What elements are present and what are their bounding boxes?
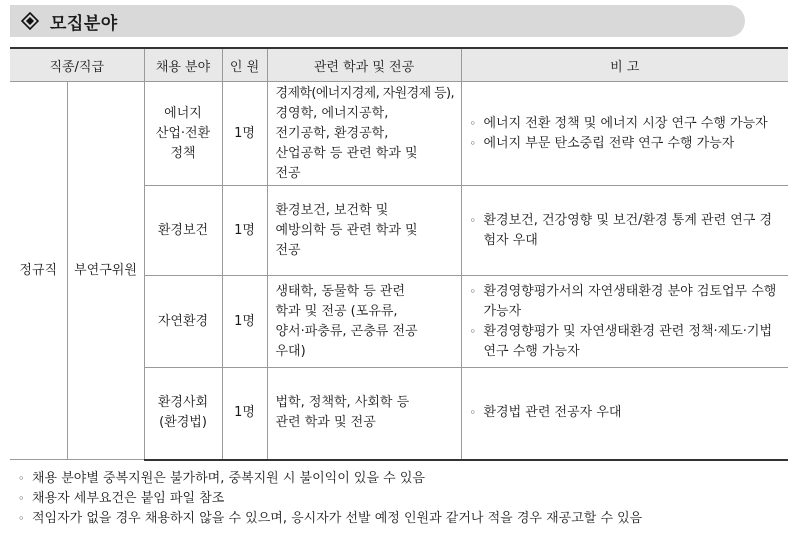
notes-cell bbox=[461, 276, 788, 368]
bullet-icon: ◦ bbox=[18, 512, 25, 525]
majors-cell: 환경보건, 보건학 및 예방의학 등 관련 학과 및 전공 bbox=[267, 186, 461, 276]
note-item: ◦ 환경영향평가서의 자연생태환경 분야 검토업무 수행 가능자 bbox=[470, 282, 783, 322]
footnote-item: ◦ 채용자 세부요건은 붙임 파일 참조 bbox=[18, 489, 642, 509]
header-notes: 비 고 bbox=[461, 48, 788, 82]
majors-cell: 경제학(에너지경제, 자원경제 등), 경영학, 에너지공학, 전기공학, 환경공학, 산업공학 등 관련 학과 및 전공 bbox=[267, 82, 461, 186]
note-item: ◦ 에너지 부문 탄소중립 전략 연구 수행 가능자 bbox=[470, 134, 783, 154]
footnote-item: ◦ 적임자가 없을 경우 채용하지 않을 수 있으며, 응시자가 선발 예정 인원과 같거나 적을 경우 재공고할 수 있음 bbox=[18, 509, 642, 529]
majors-cell: 생태학, 동물학 등 관련 학과 및 전공 (포유류, 양서·파충류, 곤충류 전공 우대) bbox=[267, 276, 461, 368]
table-row bbox=[10, 82, 788, 186]
section-header bbox=[10, 5, 745, 37]
header-count: 인 원 bbox=[222, 48, 267, 82]
bullet-icon: ◦ bbox=[18, 492, 25, 505]
count-cell: 1명 bbox=[222, 368, 267, 460]
count-cell: 1명 bbox=[222, 276, 267, 368]
bullet-icon: ◦ bbox=[469, 406, 476, 420]
recruitment-table bbox=[10, 47, 788, 461]
note-item: ◦ 환경보건, 건강영향 및 보건/환경 통계 관련 연구 경험자 우대 bbox=[470, 211, 783, 251]
diamond-icon bbox=[20, 11, 40, 31]
field-cell: 환경보건 bbox=[144, 186, 222, 276]
notes-cell bbox=[461, 186, 788, 276]
header-job-type: 직종/직급 bbox=[10, 48, 144, 82]
notes-cell bbox=[461, 82, 788, 186]
notes-cell bbox=[461, 368, 788, 460]
field-cell: 자연환경 bbox=[144, 276, 222, 368]
field-cell: 환경사회 (환경법) bbox=[144, 368, 222, 460]
bullet-icon: ◦ bbox=[469, 324, 476, 338]
majors-cell: 법학, 정책학, 사회학 등 관련 학과 및 전공 bbox=[267, 368, 461, 460]
bullet-icon: ◦ bbox=[469, 116, 476, 130]
section-title: 모집분야 bbox=[50, 13, 118, 34]
footnotes bbox=[18, 469, 642, 529]
job-grade-cell: 부연구위원 bbox=[67, 82, 144, 460]
bullet-icon: ◦ bbox=[469, 136, 476, 150]
footnote-item: ◦ 채용 분야별 중복지원은 불가하며, 중복지원 시 불이익이 있을 수 있음 bbox=[18, 469, 642, 489]
note-item: ◦ 에너지 전환 정책 및 에너지 시장 연구 수행 가능자 bbox=[470, 114, 783, 134]
bullet-icon: ◦ bbox=[18, 472, 25, 485]
field-cell: 에너지 산업·전환 정책 bbox=[144, 82, 222, 186]
count-cell: 1명 bbox=[222, 186, 267, 276]
note-item: ◦ 환경영향평가 및 자연생태환경 관련 정책·제도·기법 연구 수행 가능자 bbox=[470, 322, 783, 362]
header-field: 채용 분야 bbox=[144, 48, 222, 82]
bullet-icon: ◦ bbox=[469, 284, 476, 298]
header-majors: 관련 학과 및 전공 bbox=[267, 48, 461, 82]
note-item: ◦ 환경법 관련 전공자 우대 bbox=[470, 403, 783, 423]
table-header-row bbox=[10, 48, 788, 82]
job-type-cell: 정규직 bbox=[10, 82, 67, 460]
bullet-icon: ◦ bbox=[469, 213, 476, 227]
count-cell: 1명 bbox=[222, 82, 267, 186]
